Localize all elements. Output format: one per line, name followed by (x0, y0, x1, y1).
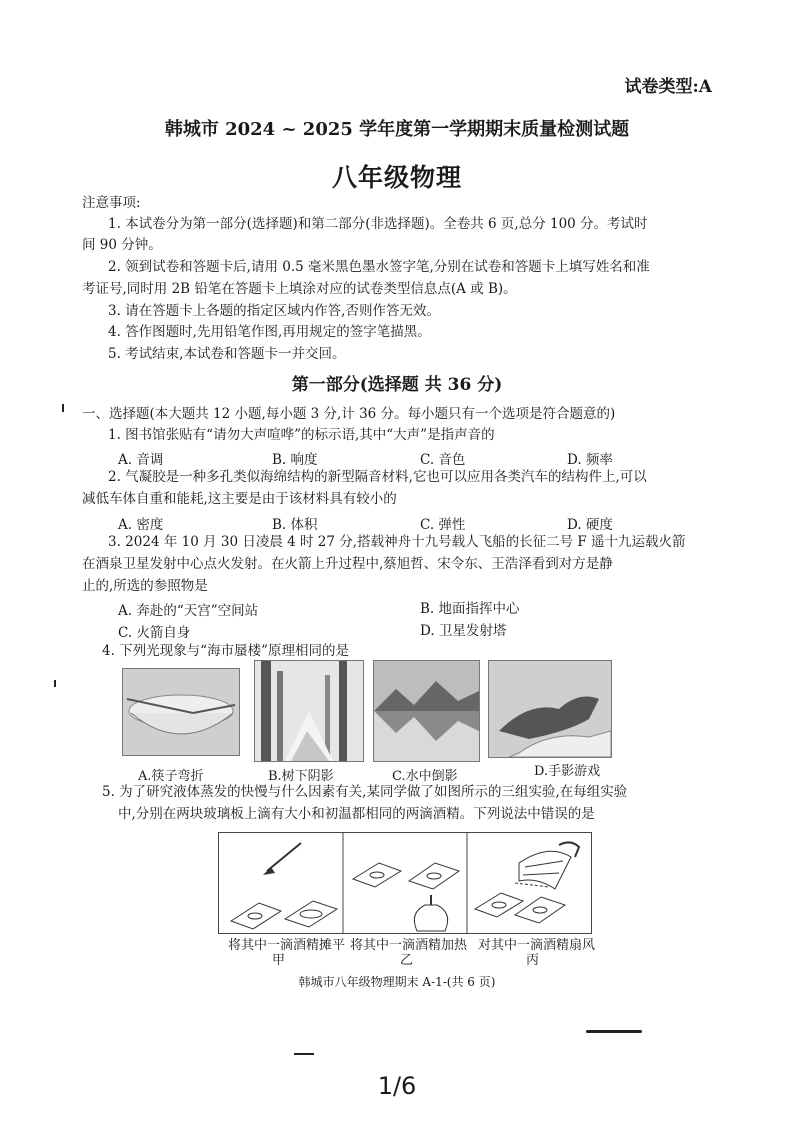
q2-option-c: C. 弹性 (420, 517, 466, 533)
scan-mark-2 (54, 680, 56, 687)
notice-line-2b: 考证号,同时用 2B 铅笔在答题卡上填涂对应的试卷类型信息点(A 或 B)。 (82, 281, 517, 297)
q4-caption-b: B.树下阴影 (268, 769, 334, 784)
q5-label-2: 乙 (400, 953, 414, 968)
scan-mark-1 (62, 404, 64, 412)
notice-heading: 注意事项: (82, 195, 141, 211)
q5-stem-line-1: 5. 为了研究液体蒸发的快慢与什么因素有关,某同学做了如图所示的三组实验,在每组实验 (102, 784, 628, 800)
q5-label-1: 甲 (272, 953, 286, 968)
q5-experiment-figure (218, 832, 592, 934)
paper-type: 试卷类型:A (624, 77, 712, 97)
q3-option-d: D. 卫星发射塔 (420, 623, 507, 639)
q4-stem: 4. 下列光现象与“海市蜃楼”原理相同的是 (102, 643, 349, 659)
page-indicator: 1/6 (377, 1072, 417, 1100)
q2-stem-line-1: 2. 气凝胶是一种多孔类似海绵结构的新型隔音材料,它也可以应用各类汽车的结构件上,可以 (108, 469, 647, 485)
q1-stem: 1. 图书馆张贴有“请勿大声喧哗”的标示语,其中“大声”是指声音的 (108, 427, 495, 443)
subject-title: 八年级物理 (331, 163, 462, 192)
q5-caption-3: 对其中一滴酒精扇风 (478, 938, 596, 953)
q2-option-a: A. 密度 (118, 517, 164, 533)
q3-stem-line-3: 止的,所选的参照物是 (82, 578, 208, 594)
q4-caption-a: A.筷子弯折 (138, 769, 204, 784)
q2-stem-line-2: 减低车体自重和能耗,这主要是由于该材料具有较小的 (82, 491, 397, 507)
notice-line-1b: 间 90 分钟。 (82, 237, 162, 253)
q4-image-d-illustration (489, 661, 611, 757)
notice-line-5: 5. 考试结束,本试卷和答题卡一并交回。 (108, 346, 346, 362)
q4-image-a-illustration (123, 669, 239, 755)
q3-option-a: A. 奔赴的“天宫”空间站 (118, 603, 259, 619)
q3-stem-line-2: 在酒泉卫星发射中心点火发射。在火箭上升过程中,蔡旭哲、宋令东、王浩泽看到对方是静 (82, 556, 613, 572)
q4-caption-c: C.水中倒影 (392, 769, 458, 784)
q5-label-3: 丙 (526, 953, 540, 968)
page-footer: 韩城市八年级物理期末 A-1-(共 6 页) (298, 975, 496, 989)
q1-option-a: A. 音调 (118, 452, 164, 468)
q3-option-b: B. 地面指挥中心 (420, 601, 520, 617)
q2-option-b: B. 体积 (272, 517, 318, 533)
q1-option-d: D. 频率 (567, 452, 613, 468)
exam-title: 韩城市 2024 ~ 2025 学年度第一学期期末质量检测试题 (164, 119, 630, 140)
q4-image-c-illustration (374, 661, 479, 761)
q5-caption-1: 将其中一滴酒精摊平 (228, 938, 346, 953)
notice-line-3: 3. 请在答题卡上各题的指定区域内作答,否则作答无效。 (108, 303, 440, 319)
section-heading: 一、选择题(本大题共 12 小题,每小题 3 分,计 36 分。每小题只有一个选项是符合题意的) (82, 406, 616, 422)
q1-option-b: B. 响度 (272, 452, 318, 468)
q4-image-b-tree-shadow (254, 660, 364, 762)
notice-line-1: 1. 本试卷分为第一部分(选择题)和第二部分(非选择题)。全卷共 6 页,总分 100 分。考试时 (108, 216, 648, 232)
part1-title: 第一部分(选择题 共 36 分) (291, 375, 503, 395)
q5-experiment-illustration (219, 833, 591, 933)
q3-stem-line-1: 3. 2024 年 10 月 30 日凌晨 4 时 27 分,搭载神舟十九号载人飞船的长征二号 F 遥十九运载火箭 (108, 534, 686, 550)
q5-stem-line-2: 中,分别在两块玻璃板上滴有大小和初温都相同的两滴酒精。下列说法中错误的是 (118, 806, 595, 822)
q5-caption-2: 将其中一滴酒精加热 (350, 938, 468, 953)
notice-line-2: 2. 领到试卷和答题卡后,请用 0.5 毫米黑色墨水签字笔,分别在试卷和答题卡上填写姓名和准 (108, 259, 650, 275)
scan-artifact-left (294, 1053, 314, 1055)
scan-artifact-right (586, 1030, 642, 1033)
q4-image-d-hand-shadow (488, 660, 612, 758)
notice-line-4: 4. 答作图题时,先用铅笔作图,再用规定的签字笔描黑。 (108, 324, 431, 340)
q4-image-c-reflection (373, 660, 480, 762)
q4-caption-d: D.手影游戏 (534, 764, 601, 779)
q3-option-c: C. 火箭自身 (118, 625, 191, 641)
q2-option-d: D. 硬度 (567, 517, 613, 533)
q4-image-b-illustration (255, 661, 363, 761)
q1-option-c: C. 音色 (420, 452, 466, 468)
q4-image-a-chopsticks (122, 668, 240, 756)
